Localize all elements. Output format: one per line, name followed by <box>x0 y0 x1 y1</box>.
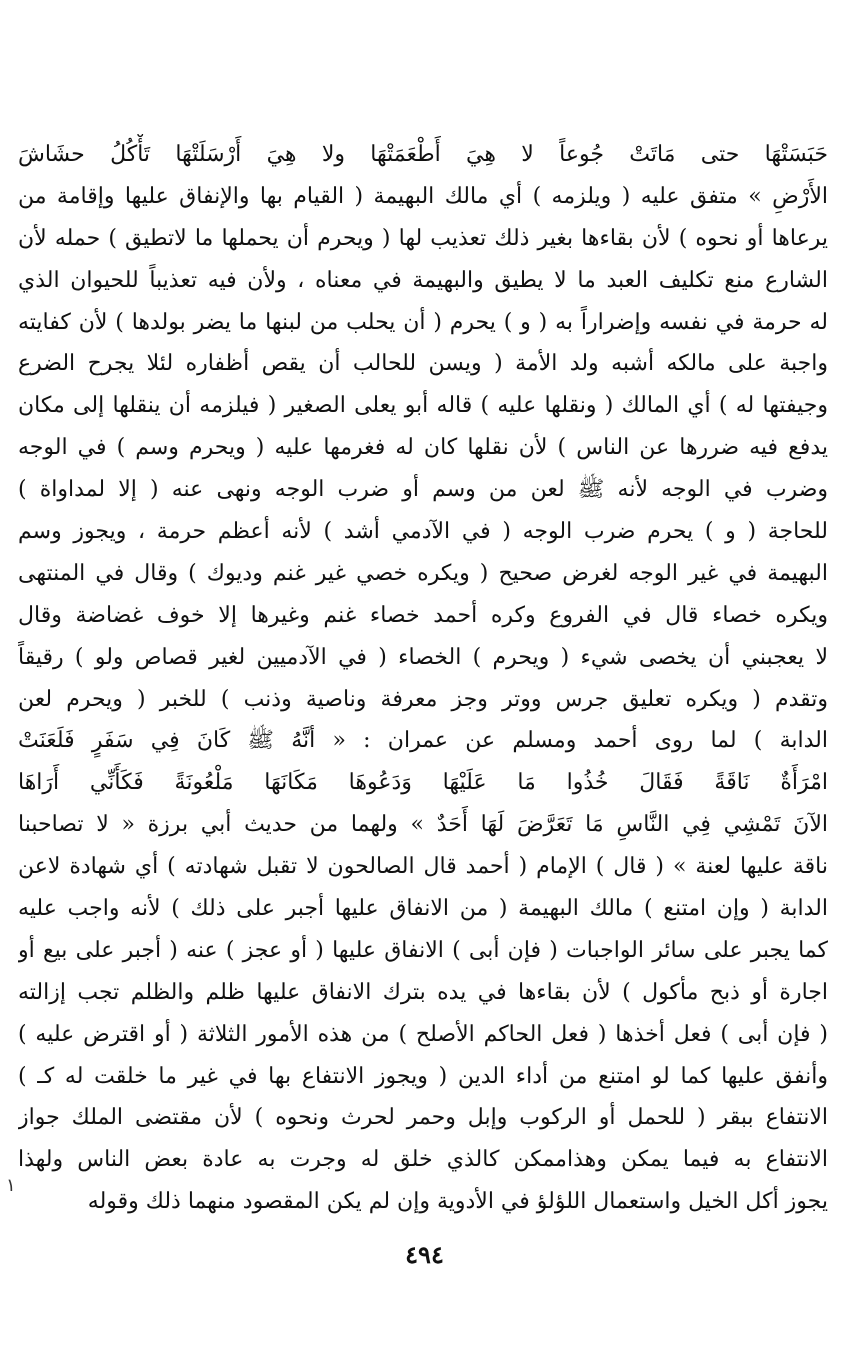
text-line: وتقدم ( ويكره تعليق جرس ووتر وجز معرفة وناصية وذنب ) للخبر ( ويحرم لعن <box>18 686 828 712</box>
text-line: يجوز أكل الخيل واستعمال اللؤلؤ في الأدوية وإن لم يكن المقصود منهما ذلك وقوله <box>87 1189 828 1215</box>
text-line: للحاجة ( و ) يحرم ضرب الوجه ( في الآدمي أشد ) لأنه أعظم حرمة ، ويجوز وسم <box>18 519 828 545</box>
text-line: واجبة على مالكه أشبه ولد الأمة ( ويسن للحالب أن يقص أظفاره لئلا يجرح الضرع <box>18 351 828 377</box>
body-text <box>18 134 828 1223</box>
text-line: امْرَأَةٌ نَاقَةً فَقَالَ خُذُوا مَا عَلَيْهَا وَدَعُوهَا مَكَانَهَا مَلْعُونَةً فَكَأَنِّي أَرَاهَا <box>18 770 828 796</box>
text-line: الآنَ تَمْشِي فِي النَّاسِ مَا تَعَرَّضَ لَهَا أَحَدٌ » ولهما من حديث أبي برزة « لا تصاحبنا <box>18 812 828 838</box>
text-line: ناقة عليها لعنة » ( قال ) الإمام ( أحمد قال الصالحون لا تقبل شهادته ) أي شهادة لاعن <box>18 854 828 880</box>
text-line: ( فإن أبى ) فعل أخذها ( فعل الحاكم الأصلح ) من هذه الأمور الثلاثة ( أو اقترض عليه ) <box>18 1021 828 1047</box>
text-line: ويكره خصاء قال في الفروع وكره أحمد خصاء غنم وغيرها إلا خوف غضاضة وقال <box>18 602 828 628</box>
text-line: يرعاها أو نحوه ) لأن بقاءها بغير ذلك تعذيب لها ( ويحرم أن يحملها ما لاتطيق ) حمله لأن <box>18 225 828 251</box>
text-line: الدابة ( وإن امتنع ) مالك البهيمة ( من الانفاق عليها أجبر على ذلك ) لأنه واجب عليه <box>18 896 828 922</box>
text-line: البهيمة في غير الوجه لغرض صحيح ( ويكره خصي غير غنم وديوك ) وقال في المنتهى <box>18 560 828 586</box>
page-number: ٤٩٤ <box>405 1240 444 1269</box>
text-line: الانتفاع به فيما يمكن وهذاممكن كالذي خلق له وجرت به عادة بعض الناس ولهذا <box>18 1147 828 1173</box>
text-line: لا يعجبني أن يخصى شيء ( ويحرم ) الخصاء ( في الآدميين لغير قصاص ولو ) رقيقاً <box>18 644 828 670</box>
text-line: الشارع منع تكليف العبد ما لا يطيق والبهيمة في معناه ، ولأن فيه تعذيباً للحيوان الذي <box>18 267 828 293</box>
text-line: وأنفق عليها كما لو امتنع من أداء الدين ( ويجوز الانتفاع بها في غير ما خلقت له كـ ) <box>18 1063 828 1089</box>
text-line: حَبَسَتْهَا حتى مَاتَتْ جُوعاً لا هِيَ أَطْعَمَتْهَا ولا هِيَ أَرْسَلَتْهَا تَأْكُلُ حشَاشَ <box>18 142 828 167</box>
text-line: يدفع فيه ضررها عن الناس ) لأن نقلها كان له فغرمها عليه ( ويحرم وسم ) في الوجه <box>18 435 828 461</box>
text-line: الانتفاع ببقر ( للحمل أو الركوب وإبل وحمر لحرث ونحوه ) لأن مقتضى الملك جواز <box>18 1105 828 1131</box>
margin-note-marker: ١ <box>6 1175 16 1196</box>
text-line: الدابة ) لما روى أحمد ومسلم عن عمران : « أنَّهُ ﷺ كَانَ فِي سَفَرٍ فَلَعَنَتْ <box>18 728 828 754</box>
text-line: وضرب في الوجه لأنه ﷺ لعن من وسم أو ضرب الوجه ونهى عنه ( إلا لمداواة ) <box>18 477 828 503</box>
text-line: له حرمة في نفسه وإضراراً به ( و ) يحرم ( أن يحلب من لبنها ما يضر بولدها ) لأن كفايته <box>18 309 828 335</box>
text-line: كما يجبر على سائر الواجبات ( فإن أبى ) الانفاق عليها ( أو عجز ) عنه ( أجبر على بيع أو <box>18 937 828 963</box>
text-line: وجيفتها له ) أي المالك ( ونقلها عليه ) قاله أبو يعلى الصغير ( فيلزمه أن ينقلها إلى مكان <box>18 393 828 419</box>
text-line: اجارة أو ذبح مأكول ) لأن بقاءها في يده بترك الانفاق عليها ظلم والظلم تجب إزالته <box>18 979 828 1005</box>
text-line: الأَرْضِ » متفق عليه ( ويلزمه ) أي مالك البهيمة ( القيام بها والإنفاق عليها وإقامة من <box>18 183 828 209</box>
